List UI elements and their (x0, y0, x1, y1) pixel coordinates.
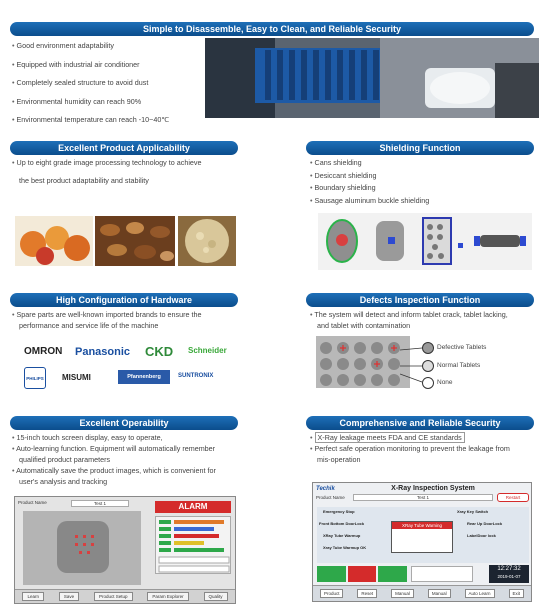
xray-toolbar (313, 585, 531, 601)
tube-warmup-ok-label: Xray Tube Warmup OK (323, 545, 367, 550)
product-setup-button[interactable]: Product Setup (94, 592, 133, 601)
list-item: • Perfect safe operation monitoring to prevent the leakage from (310, 443, 540, 454)
warning-dialog-title: XRay Tube Warning (392, 522, 452, 529)
auto-learn-button[interactable]: Auto Learn (465, 589, 495, 598)
schneider-logo: Schneider (188, 346, 227, 355)
list-item-continuation: mis-operation (317, 455, 361, 464)
alarm-banner: ALARM (155, 501, 231, 513)
clock-time: 12:27:32 (497, 566, 521, 572)
list-item: • Completely sealed structure to avoid dust (12, 77, 202, 90)
list-item: • Up to eight grade image processing technology to achieve (12, 157, 302, 170)
list-item: • Boundary shielding (310, 182, 530, 195)
status-tile-green (317, 566, 346, 582)
omron-logo: OMRON (24, 346, 63, 357)
status-tile-green (378, 566, 407, 582)
clock-date: 2019-01-07 (497, 574, 521, 579)
product-image-view (23, 511, 141, 585)
counters-panel (411, 566, 473, 582)
list-item: • Desiccant shielding (310, 170, 530, 183)
section-header-shielding: Shielding Function (306, 141, 534, 155)
list-item (310, 432, 540, 443)
quality-button[interactable]: Quality (204, 592, 228, 601)
status-panel (155, 516, 231, 574)
list-item: • Cans shielding (310, 157, 530, 170)
status-tile-red (348, 566, 377, 582)
list-item: • Equipped with industrial air conditioner (12, 59, 202, 72)
screen-toolbar (15, 589, 235, 603)
list-item: • Sausage aluminum buckle shielding (310, 195, 530, 208)
defect-legend-label-3: None (437, 379, 453, 386)
list-item-continuation: and tablet with contamination (317, 321, 411, 330)
reset-button[interactable]: Reset (357, 589, 377, 598)
philips-logo: PHILIPS (24, 367, 46, 389)
section-header-security: Comprehensive and Reliable Security (306, 416, 534, 430)
xray-product-label: Product Name (316, 495, 345, 500)
list-item: • 15-inch touch screen display, easy to operate, (12, 432, 302, 443)
xray-key-label: Xray Key Switch (457, 509, 489, 514)
tube-warmup-label: XRay Tube Warmup (323, 533, 361, 538)
xray-shielding-images (318, 213, 532, 270)
list-item: • Good environment adaptability (12, 40, 202, 53)
product-button[interactable]: Product (320, 589, 344, 598)
manual-button-2[interactable]: Manual (428, 589, 451, 598)
product-name-label: Product Name (18, 500, 47, 505)
tarts-photo (15, 216, 93, 266)
front-door-label: Front Bottom DoorLock (319, 521, 365, 526)
defect-legend-label-2: Normal Tablets (437, 362, 481, 369)
section-header-operability: Excellent Operability (10, 416, 238, 430)
list-item-continuation: qualified product parameters (19, 455, 111, 464)
techik-logo: Techik (316, 486, 335, 492)
list-item-continuation: performance and service life of the machine (19, 321, 159, 330)
section-header-cleaning: Simple to Disassemble, Easy to Clean, and Reliable Security (10, 22, 534, 36)
defects-text (310, 309, 540, 331)
section-header-defects: Defects Inspection Function (306, 293, 534, 307)
clock-display (489, 565, 529, 583)
cleaning-feature-list (12, 40, 202, 127)
none-tablet-icon (422, 377, 434, 389)
misumi-logo: MISUMI (62, 373, 91, 382)
defective-tablet-icon (422, 342, 434, 354)
list-item: • Spare parts are well-known imported brands to ensure the (12, 309, 302, 320)
section-header-hardware: High Configuration of Hardware (10, 293, 238, 307)
security-list (310, 432, 540, 465)
label-door-lock-label: LabelDoor lock (467, 533, 496, 538)
list-item-continuation: user's analysis and tracking (19, 477, 108, 486)
pfannenberg-logo: Pfannenberg (118, 370, 170, 384)
ckd-logo: CKD (145, 344, 174, 359)
normal-tablet-icon (422, 360, 434, 372)
oats-photo (178, 216, 236, 266)
hardware-text (12, 309, 302, 331)
xray-product-field: Test 1 (353, 494, 493, 501)
interlock-diagram (317, 507, 529, 563)
list-item: • Environmental temperature can reach -10~40℃ (12, 114, 202, 127)
xray-system-screenshot (312, 482, 532, 602)
status-tiles (317, 566, 407, 582)
suntronix-logo: SUNTRONIX (178, 373, 214, 379)
exit-button[interactable]: Exit (509, 589, 525, 598)
operator-screen-screenshot (14, 496, 236, 604)
operability-list (12, 432, 302, 487)
section-header-applicability: Excellent Product Applicability (10, 141, 238, 155)
list-item: • Environmental humidity can reach 90% (12, 96, 202, 109)
rear-door-label: Rear Up DoorLock (467, 521, 503, 526)
list-item: • The system will detect and inform tablet crack, tablet lacking, (310, 309, 540, 320)
learn-button[interactable]: Learn (22, 592, 44, 601)
panasonic-logo: Panasonic (75, 346, 131, 358)
tablet-inspection-image (316, 336, 410, 388)
emergency-stop-label: Emergency Stop (323, 509, 355, 514)
cleaning-machine-photo (205, 38, 539, 118)
applicability-text (12, 157, 302, 187)
product-name-field: Test 1 (71, 500, 129, 507)
fda-ce-highlight: X-Ray leakage meets FDA and CE standards (315, 432, 465, 443)
shielding-list (310, 157, 530, 207)
warning-dialog (391, 521, 453, 553)
manual-button-1[interactable]: Manual (391, 589, 414, 598)
list-item: • Auto-learning function. Equipment will automatically remember (12, 443, 302, 454)
defect-legend-label-1: Defective Tablets (437, 344, 487, 351)
list-item-continuation: the best product adaptability and stability (19, 175, 149, 185)
nuts-photo (95, 216, 175, 266)
param-explorer-button[interactable]: Param Explorer (147, 592, 188, 601)
restart-button[interactable]: Restart (497, 493, 529, 502)
xray-system-title: X-Ray Inspection System (391, 485, 475, 492)
save-button[interactable]: Save (59, 592, 79, 601)
list-item: • Automatically save the product images, which is convenient for (12, 465, 302, 476)
